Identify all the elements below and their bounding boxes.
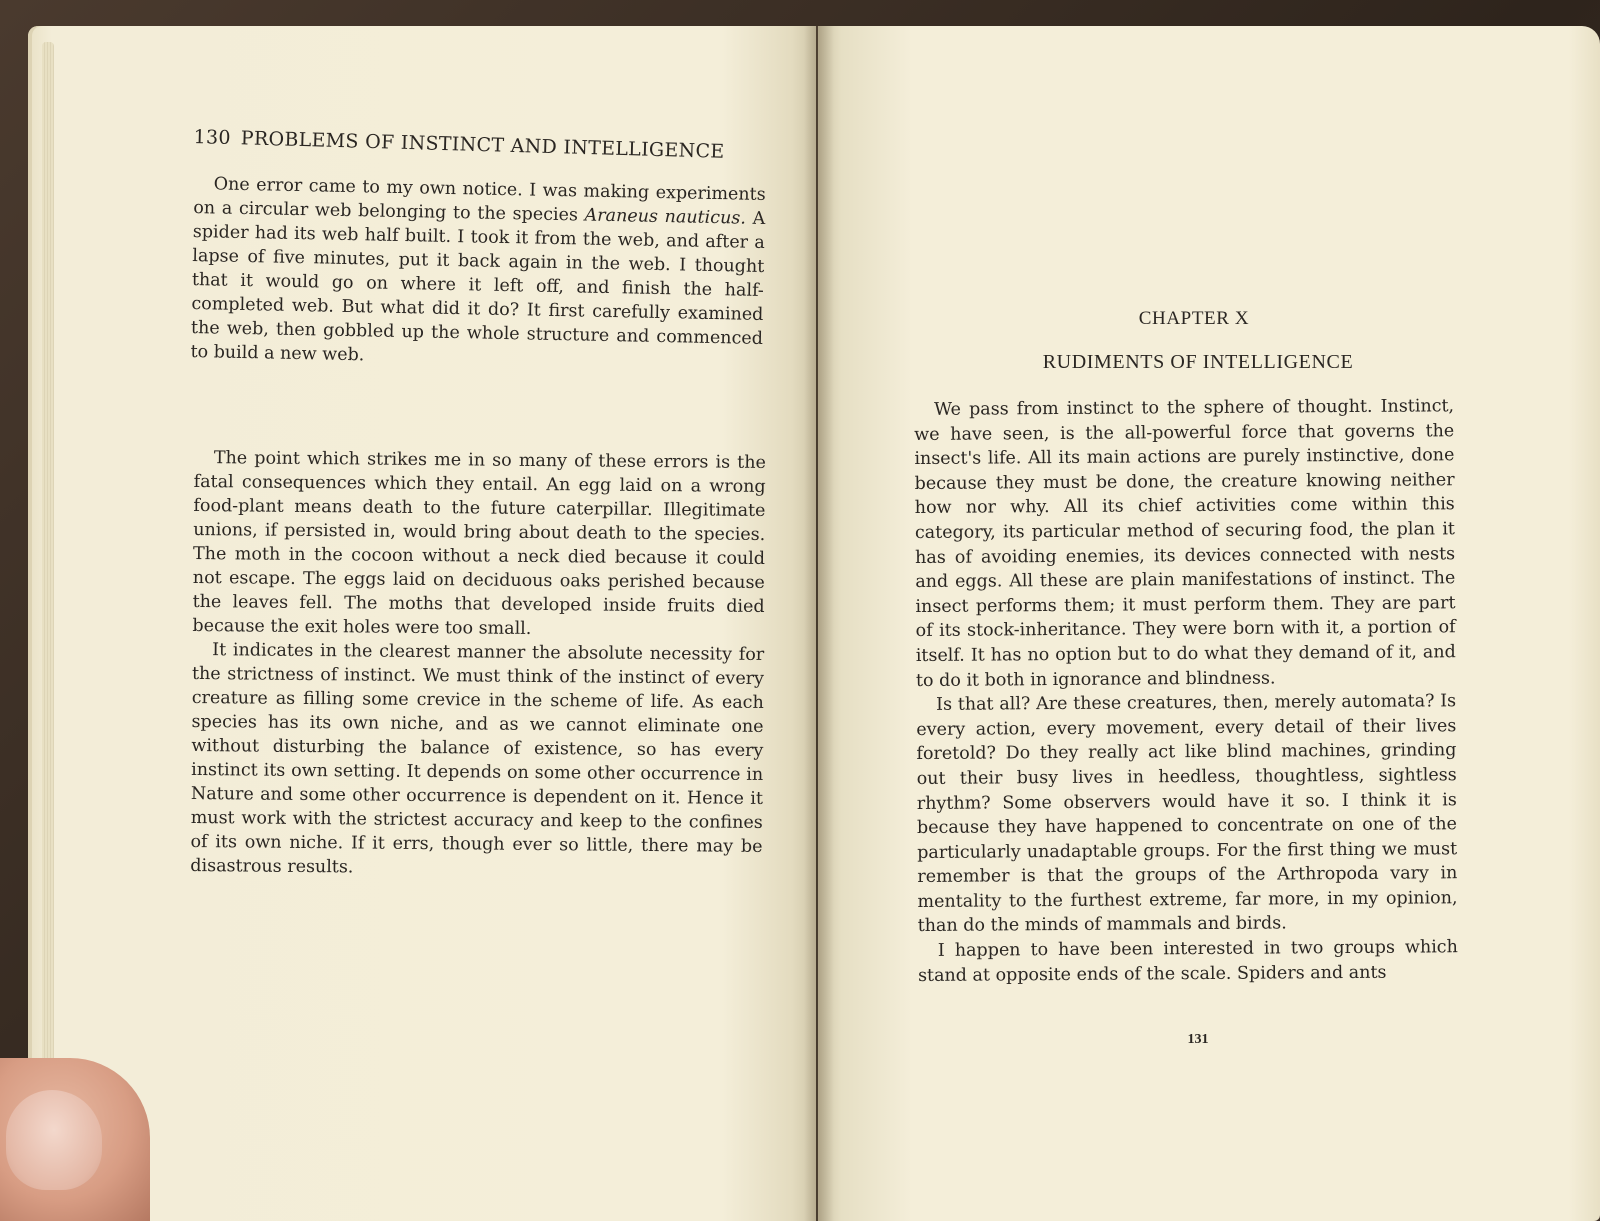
chapter-number: CHAPTER X [1138, 308, 1250, 329]
paragraph: The point which strikes me in so many of these errors is the fatal consequences which they entail. An egg laid on a wrong food-plant means death to the future caterpillar. Illegitimate unions, if persisted in, would bring about death to the species. The moth in the cocoon without a neck died because it could not escape. The eggs laid on deciduous oaks perished because the leaves fell. The moths that developed inside fruits died because the exit holes were too small. [192, 448, 766, 639]
left-text-block-top [190, 172, 766, 375]
chapter-title: RUDIMENTS OF INTELLIGENCE [1042, 351, 1354, 373]
running-head-title: PROBLEMS OF INSTINCT AND INTELLIGENCE [240, 127, 725, 163]
paragraph [190, 172, 766, 375]
thumb-nail [6, 1090, 102, 1190]
running-head [193, 126, 773, 164]
book-gutter [804, 26, 834, 1221]
paragraph: I happen to have been interested in two groups which stand at opposite ends of the scale. Spiders and ants [917, 937, 1458, 986]
right-page-number: 131 [1187, 1032, 1209, 1047]
paragraph: We pass from instinct to the sphere of thought. Instinct, we have seen, is the all-powerful force that governs the insect's life. All its main actions are purely instinctive, done because they must be done, the creature knowing neither how nor why. All its chief activities come within this category, its particular method of securing food, the plan it has of avoiding enemies, its devices connected with nests and eggs. All these are plain manifestations of instinct. The insect performs them; it must perform them. They are part of its stock-inheritance. They were born with it, a portion of itself. It has no option but to do what they demand of it, and to do it both in ignorance and blindness. [914, 396, 1456, 691]
species-name: Araneus nauticus. [584, 205, 747, 229]
paragraph-text: One error came to my own notice. I was making experiments on a circular web belonging to the species [193, 174, 766, 226]
left-text-block-bottom [190, 446, 766, 883]
paragraph: It indicates in the clearest manner the absolute necessity for the strictness of instinct. We must think of the instinct of every creature as filling some crevice in the scheme of life. As each species has its own niche, and as we cannot eliminate one without disturbing the balance of existence, so has every instinct its own setting. It depends on some other occurrence in Nature and some other occurrence is dependent on it. Hence it must work with the strictest accuracy and keep to the confines of its own niche. If it errs, though ever so little, there may be disastrous results. [190, 640, 765, 878]
page-edges [42, 42, 54, 1217]
right-page [818, 26, 1600, 1221]
paragraph-text: A spider had its web half built. I took it from the web, and after a lapse of five minutes, put it back again in the web. I thought that it would go on where it left off, and finish the half-completed web. But what did it do? It first carefully examined the web, then gobbled up the whole structure and commenced to build a new web. [190, 208, 766, 366]
open-book [28, 26, 1600, 1221]
paragraph: Is that all? Are these creatures, then, merely automata? Is every action, every movement, every detail of their lives foretold? Do they really act like blind machines, grinding out their busy lives in heedless, thoughtless, sightless rhythm? Some observers would have it so. I think it is because they have happened to concentrate on one of the particularly unadaptable groups. For the first thing we must remember is that the groups of the Arthropoda vary in mentality to the furthest extreme, far more, in my opinion, than do the minds of mammals and birds. [916, 691, 1458, 937]
left-page [28, 26, 816, 1221]
right-text-block [914, 394, 1458, 988]
left-page-number: 130 [193, 126, 232, 150]
